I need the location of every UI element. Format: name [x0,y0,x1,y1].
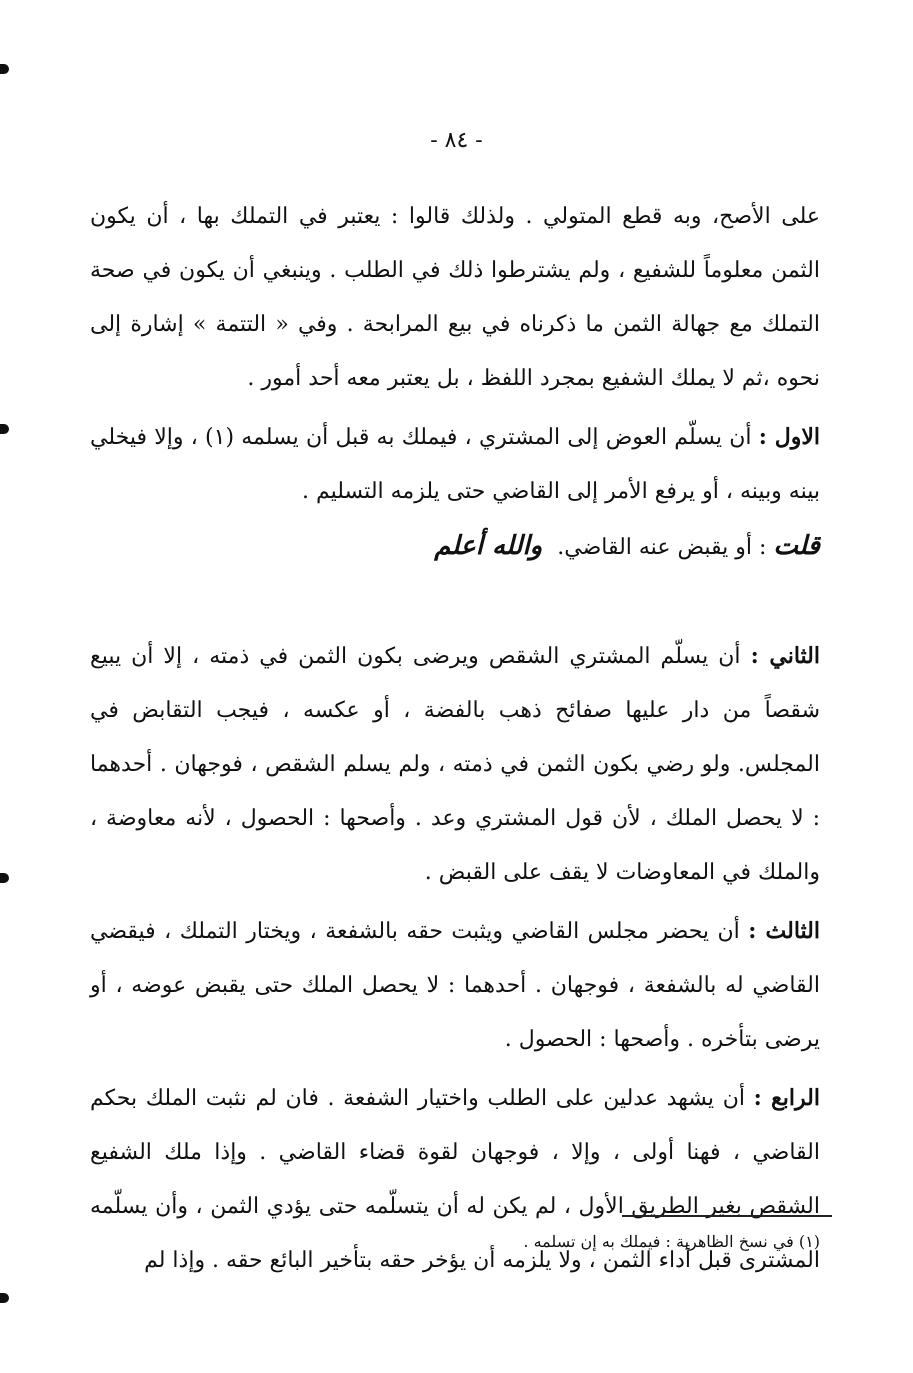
margin-mark [0,64,9,74]
paragraph-4-text: أن يحضر مجلس القاضي ويثبت حقه بالشفعة ، ويختار التملك ، فيقضي القاضي له بالشفعة ، فوجهان . أحدهما : لا يحصل الملك حتى يقبض عوضه ، أو يرضى بتأخره . وأصحها : الحصول . [90,919,820,1052]
paragraph-3 [90,629,820,900]
page-number: - ٨٤ - [430,128,483,153]
paragraph-2 [90,410,820,519]
margin-mark [0,1293,9,1303]
paragraph-1: على الأصح، وبه قطع المتولي . ولذلك قالوا : يعتبر في التملك بها ، أن يكون الثمن معلوماً للشفيع ، ولم يشترطوا ذلك في الطلب . وينبغي أن يكون في صحة التملك مع جهالة الثمن ما ذكرناه في بيع المرابحة . وفي « التتمة » إشارة إلى نحوه ،ثم لا يملك الشفيع بمجرد اللفظ ، بل يعتبر معه أحد أمور . [90,204,820,391]
body-text [90,190,820,1288]
qult-label: قلت [773,531,820,561]
allah-alam-calligraphy: والله أعلم [434,531,543,561]
paragraph-4-heading: الثالث : [748,918,820,944]
paragraph-2-text: أن يسلّم العوض إلى المشتري ، فيملك به قبل أن يسلمه (١) ، وإلا فيخلي بينه وبينه ، أو يرفع الأمر إلى القاضي حتى يلزمه التسليم . [90,425,820,504]
margin-mark [0,424,9,434]
spacer [90,589,820,629]
footnote-divider [622,1215,832,1217]
qult-text: : أو يقبض عنه القاضي. [557,535,767,560]
footnote: (١) في نسخ الظاهرية : فيملك به إن تسلمه . [523,1232,820,1251]
paragraph-5 [90,1071,820,1288]
qult-line [90,519,820,589]
paragraph-3-text: أن يسلّم المشتري الشقص ويرضى بكون الثمن في ذمته ، إلا أن يبيع شقصاً من دار عليها صفائح ذهب بالفضة ، أو عكسه ، فيجب التقابض في المجلس. ولو رضي بكون الثمن في ذمته ، ولم يسلم الشقص ، فوجهان . أحدهما : لا يحصل الملك ، لأن قول المشتري وعد . وأصحها : الحصول ، لأنه معاوضة ، والملك في المعاوضات لا يقف على القبض . [90,644,820,885]
paragraph-2-heading: الاول : [758,424,820,450]
paragraph-5-text: أن يشهد عدلين على الطلب واختيار الشفعة . فان لم نثبت الملك بحكم القاضي ، فهنا أولى ، وإلا ، فوجهان لقوة قضاء القاضي . وإذا ملك الشفيع الشقص بغير الطريق الأول ، لم يكن له أن يتسلّمه حتى يؤدي الثمن ، وأن يسلّمه المشترى قبل أداء الثمن ، ولا يلزمه أن يؤخر حقه بتأخير البائع حقه . وإذا لم [90,1086,820,1273]
margin-mark [0,873,9,883]
paragraph-4 [90,904,820,1067]
paragraph-3-heading: الثاني : [750,643,820,669]
paragraph-5-heading: الرابع : [753,1085,821,1111]
